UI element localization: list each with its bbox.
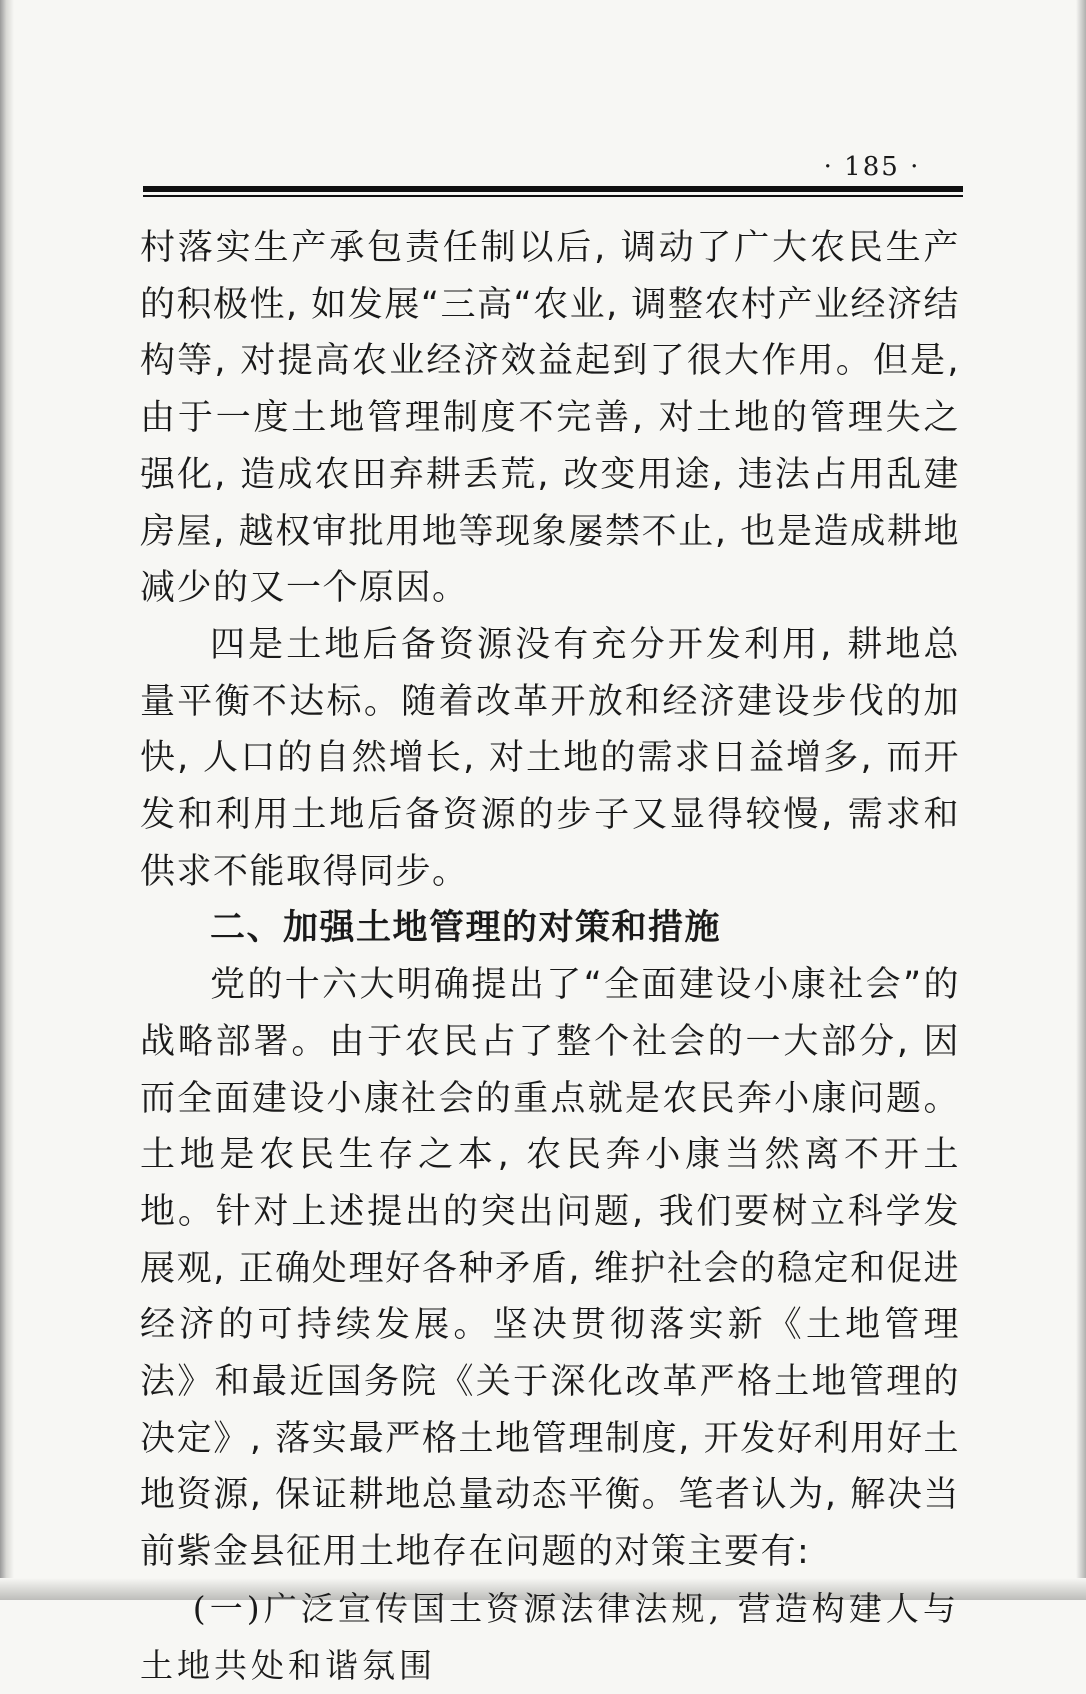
body-text [140,220,960,1694]
header-rule-thin [143,195,963,197]
paragraph-reserve-resources: 四是土地后备资源没有充分开发利用, 耕地总量平衡不达标。随着改革开放和经济建设步伐的加快, 人口的自然增长, 对土地的需求日益增多, 而开发和利用土地后备资源的步子又显得较慢, 需求和供求不能取得同步。 [140,624,960,892]
page-number: · 185 · [823,152,921,182]
paragraph-measures-intro: 党的十六大明确提出了“全面建设小康社会”的战略部署。由于农民占了整个社会的一大部分, 因而全面建设小康社会的重点就是农民奔小康问题。土地是农民生存之本, 农民奔小康当然离不开土地。针对上述提出的突出问题, 我们要树立科学发展观, 正确处理好各种矛盾, 维护社会的稳定和促进经济的可持续发展。坚决贯彻落实新《土地管理法》和最近国务院《关于深化改革严格土地管理的决定》, 落实最严格土地管理制度, 开发好利用好土地资源, 保证耕地总量动态平衡。笔者认为, 解决当前紫金县征用土地存在问题的对策主要有: [140,965,960,1573]
subsection-heading: (一)广泛宣传国土资源法律法规, 营造构建人与土地共处和谐氛围 [140,1588,960,1685]
paragraph-continued: 村落实生产承包责任制以后, 调动了广大农民生产的积极性, 如发展“三高“农业, 调整农村产业经济结构等, 对提高农业经济效益起到了很大作用。但是, 由于一度土地管理制度不完善, 对土地的管理失之强化, 造成农田弃耕丢荒, 改变用途, 违法占用乱建房屋, 越权审批用地等现象屡禁不止, 也是造成耕地减少的又一个原因。 [140,228,960,609]
scan-shadow-right [1076,0,1086,1600]
header-rule-thick [143,186,963,192]
scan-shadow-left [0,0,14,1600]
section-heading: 二、加强土地管理的对策和措施 [210,908,722,949]
